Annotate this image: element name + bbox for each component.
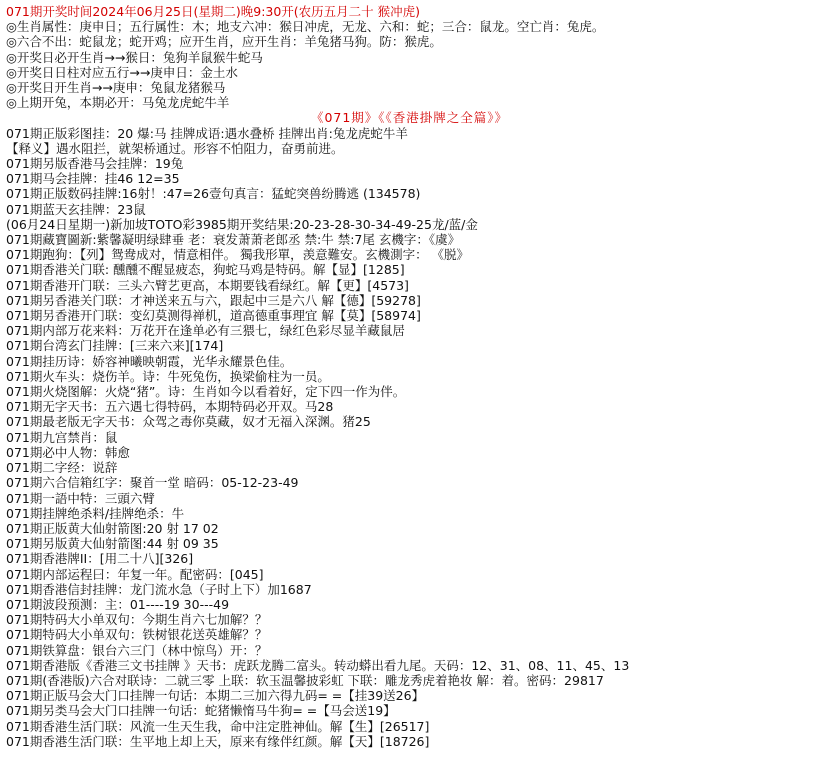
- body-line: 071期藏寶圖新:紫馨凝明绿肆垂 老：衰发萧萧老郎丞 禁:牛 禁:7尾 玄機字：《虞》: [6, 232, 461, 248]
- body-line: 071期香港信封挂牌：龙门流水急（子时上下）加1687: [6, 581, 312, 597]
- section-title: 《071期》《《香港掛牌之全篇》》: [310, 110, 509, 126]
- attribute-line: ◎生肖属性：庚申日；五行属性：木；地支六冲：猴日冲虎，无龙、六和：蛇；三合：鼠龙。空亡肖：兔虎。: [6, 19, 605, 35]
- attribute-line: ◎开奖日必开生肖→→猴日：兔狗羊鼠猴牛蛇马: [6, 49, 263, 65]
- body-line: 071期香港生活门联：生平地上却上天，原来有缘伴红颜。解【天】[18726]: [6, 733, 430, 749]
- body-line: 071期无字天书：五六遇七得特码，本期特码必开双。马28: [6, 399, 334, 415]
- attribute-line: ◎开奖日日柱对应五行→→庚申日：金土水: [6, 64, 238, 80]
- body-line: (06月24日星期一)新加坡TOTO彩3985期开奖结果:20-23-28-30-34-49-25龙/蓝/金: [6, 216, 478, 232]
- body-line: 071期挂牌绝杀料/挂牌绝杀：牛: [6, 505, 185, 521]
- body-line: 071期内部运程曰：年复一年。配密码：[045]: [6, 566, 264, 582]
- body-line: 【释义】遇水阻拦，就架桥通过。形容不怕阻力，奋勇前进。: [6, 140, 344, 156]
- body-line: 071期另香港开门联：变幻莫测得禅机，道高德重事理宜 解【莫】[58974]: [6, 308, 421, 324]
- body-line: 071期台湾玄门挂牌：[三来六来][174]: [6, 338, 224, 354]
- body-line: 071期跑狗：【列】鸳鸯成对，情意相伴。 獨我形單，羡意難安。玄機測字： 《脱》: [6, 247, 470, 263]
- body-line: 071期另类马会大门口挂牌一句话：蛇猪懒惰马牛狗= =【马会送19】: [6, 703, 396, 719]
- body-line: 071期(香港版)六合对联诗：二就三零 上联：软玉温馨披彩虹 下联：雕龙秀虎着艳妆 解：着。密码：29817: [6, 672, 604, 688]
- body-line: 071期蓝天玄挂牌：23鼠: [6, 201, 146, 217]
- attribute-line: ◎六合不出：蛇鼠龙；蛇开鸡；应开生肖，应开生肖：羊兔猪马狗。防：猴虎。: [6, 34, 442, 50]
- body-line: 071期正版黄大仙射箭图:20 射 17 02: [6, 520, 219, 536]
- body-line: 071期正版马会大门口挂牌一句话：本期二三加六得九码= =【挂39送26】: [6, 688, 425, 704]
- body-line: 071期内部万花来料：万花开在逢单必有三猥七，绿红色彩尽显羊藏鼠居: [6, 323, 405, 339]
- attribute-line: ◎上期开兔，本期必开：马兔龙虎蛇牛羊: [6, 95, 230, 111]
- body-line: 071期另香港关门联：才神送来五与六，跟起中三是六八 解【德】[59278]: [6, 292, 421, 308]
- body-line: 071期挂历诗：娇容神曦映朝霞，光华永耀景色佳。: [6, 353, 293, 369]
- body-line: 071期香港牌II：[用二十八][326]: [6, 551, 194, 567]
- body-line: 071期另版香港马会挂牌：19兔: [6, 156, 184, 172]
- draw-time-header: 071期开奖时间2024年06月25日(星期二)晚9:30开(农历五月二十 猴冲虎): [6, 4, 421, 19]
- body-line: 071期香港关门联: 醺醺不醒显疲态，狗蛇马鸡是特码。解【显】[1285]: [6, 262, 405, 278]
- body-line: 071期香港开门联：三头六臂艺更高，本期要钱看绿红。解【更】[4573]: [6, 277, 409, 293]
- body-line: 071期二字经：说辞: [6, 460, 118, 476]
- body-line: 071期香港生活门联：风流一生天生我，命中注定胜神仙。解【生】[26517]: [6, 718, 430, 734]
- body-line: 071期最老版无字天书：众驾之毒你莫藏，奴才无福入深渊。猪25: [6, 414, 371, 430]
- body-line: 071期必中人物：韩愈: [6, 444, 130, 460]
- body-line: 071期马会挂牌：挂46 12=35: [6, 171, 180, 187]
- body-line: 071期铁算盘：银台六三门（林中惊鸟）开：？: [6, 642, 268, 658]
- body-block: [6, 126, 813, 749]
- body-line: 071期正版彩图挂：20 爆:马 挂牌成语:遇水叠桥 挂牌出肖:兔龙虎蛇牛羊: [6, 125, 408, 141]
- attributes-block: [6, 19, 813, 110]
- body-line: 071期波段预测：主：01----19 30---49: [6, 596, 230, 612]
- body-line: 071期另版黄大仙射箭图:44 射 09 35: [6, 536, 219, 552]
- body-line: 071期正版数码挂牌:16射！:47=26壹句真言：猛蛇突兽纷腾逃 (134578): [6, 186, 421, 202]
- attribute-line: ◎开奖日开生肖→→庚申：兔鼠龙猪猴马: [6, 80, 226, 96]
- body-line: 071期香港版《香港三文书挂牌 》天书：虎跃龙腾二富头。转动蟒出看九尾。天码：12、31、08、11、45、13: [6, 657, 630, 673]
- body-line: 071期特码大小单双句：今期生肖六七加解？？: [6, 612, 268, 628]
- body-line: 071期九宫禁肖：鼠: [6, 429, 118, 445]
- body-line: 071期火烧图解：火烧“猪”。诗：生肖如今以看着好，定下四一作为伴。: [6, 384, 406, 400]
- body-line: 071期特码大小单双句：铁树银花送英雄解？？: [6, 627, 268, 643]
- body-line: 071期一語中特：三頭六臂: [6, 490, 155, 506]
- body-line: 071期火车头：烧伤羊。诗：牛死兔伤，换梁偷柱为一员。: [6, 368, 330, 384]
- body-line: 071期六合信箱红字：聚首一堂 暗码：05-12-23-49: [6, 475, 299, 491]
